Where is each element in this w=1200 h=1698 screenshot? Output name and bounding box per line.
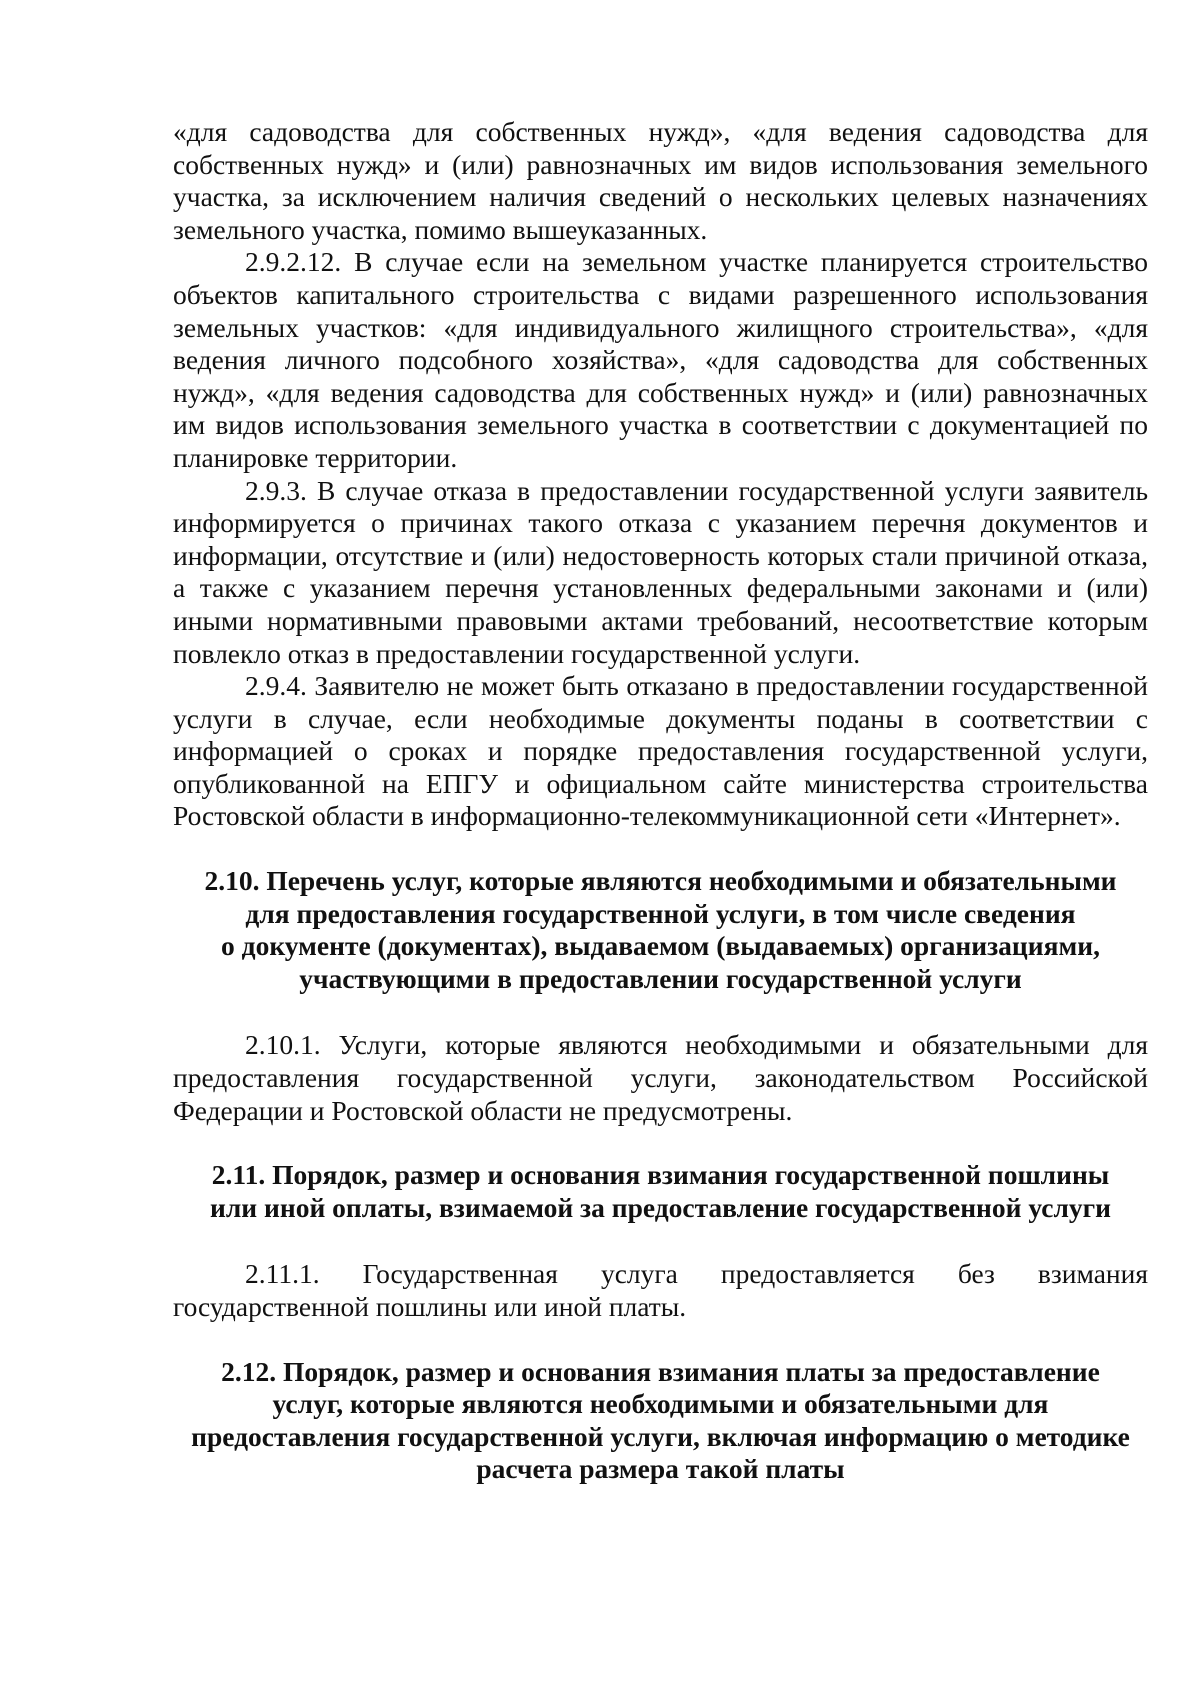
heading-line: о документе (документах), выдаваемом (выдаваемых) организациями, xyxy=(221,930,1100,962)
heading-line: услуг, которые являются необходимыми и обязательными для xyxy=(272,1388,1049,1420)
paragraph-2-9-2-12: 2.9.2.12. В случае если на земельном участке планируется строительство объектов капитального строительства с видами разрешенного использования земельных участков: «для индивидуального жилищного строительства», «для ведения личного подсобного хозяйства», «для садоводства для собственных нужд», «для ведения садоводства для собственных нужд» и (или) равнозначных им видов использования земельного участка в соответствии с документацией по планировке территории. xyxy=(173,246,1148,473)
paragraph-2-9-3: 2.9.3. В случае отказа в предоставлении государственной услуги заявитель информируется о причинах такого отказа с указанием перечня документов и информации, отсутствие и (или) недостоверность которых стали причиной отказа, а также с указанием перечня установленных федеральными законами и (или) иными нормативными правовыми актами требований, несоответствие которым повлекло отказ в предоставлении государственной услуги. xyxy=(173,474,1148,669)
heading-line: расчета размера такой платы xyxy=(476,1453,845,1485)
section-heading-2-10 xyxy=(173,865,1148,995)
paragraph-2-9-4: 2.9.4. Заявителю не может быть отказано в предоставлении государственной услуги в случае, если необходимые документы поданы в соответствии с информацией о сроках и порядке предоставления государственной услуги, опубликованной на ЕПГУ и официальном сайте министерства строительства Ростовской области в информационно-телекоммуникационной сети «Интернет». xyxy=(173,670,1148,832)
paragraph-2-10-1: 2.10.1. Услуги, которые являются необходимыми и обязательными для предоставления государственной услуги, законодательством Российской Федерации и Ростовской области не предусмотрены. xyxy=(173,1029,1148,1126)
paragraph-continuation: «для садоводства для собственных нужд», «для ведения садоводства для собственных нужд» и (или) равнозначных им видов использования земельного участка, за исключением наличия сведений о нескольких целевых назначениях земельного участка, помимо вышеуказанных. xyxy=(173,116,1148,245)
heading-line: или иной оплаты, взимаемой за предоставление государственной услуги xyxy=(210,1191,1111,1223)
heading-line: участвующими в предоставлении государственной услуги xyxy=(299,962,1022,994)
section-heading-2-12 xyxy=(173,1356,1148,1486)
heading-line: 2.11. Порядок, размер и основания взимания государственной пошлины xyxy=(211,1159,1110,1191)
heading-line: предоставления государственной услуги, включая информацию о методике xyxy=(191,1420,1130,1452)
heading-line: 2.10. Перечень услуг, которые являются необходимыми и обязательными xyxy=(204,865,1117,897)
document-page xyxy=(173,116,1148,1486)
heading-line: 2.12. Порядок, размер и основания взимания платы за предоставление xyxy=(221,1355,1100,1387)
paragraph-2-11-1: 2.11.1. Государственная услуга предоставляется без взимания государственной пошлины или иной платы. xyxy=(173,1258,1148,1322)
section-heading-2-11 xyxy=(173,1159,1148,1224)
heading-line: для предоставления государственной услуги, в том числе сведения xyxy=(245,897,1076,929)
